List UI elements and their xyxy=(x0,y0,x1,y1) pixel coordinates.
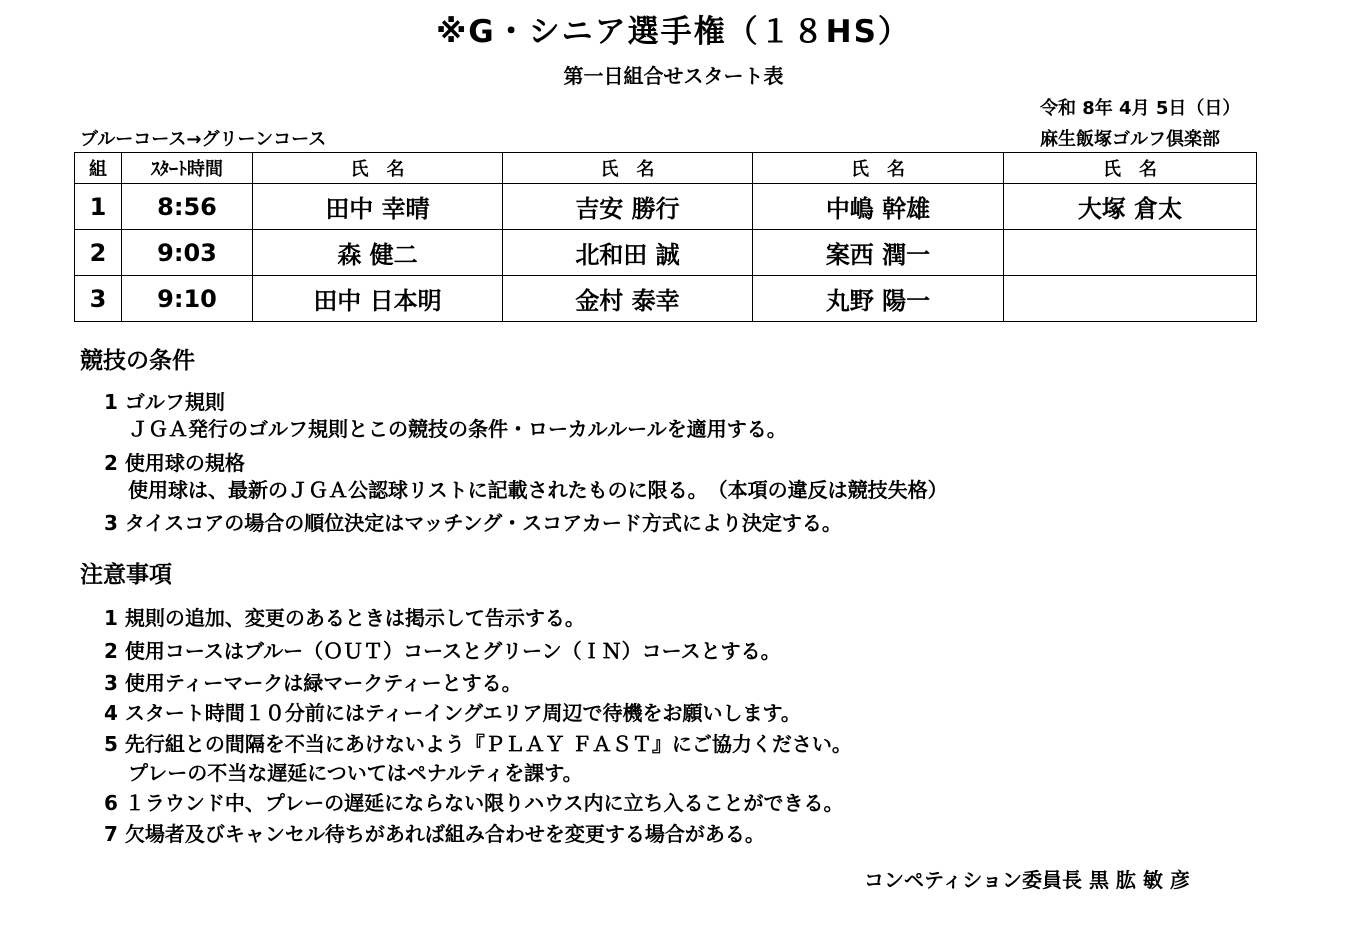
column-header-start-time: ｽﾀｰﾄ時間 xyxy=(122,153,253,184)
page-subtitle: 第一日組合せスタート表 xyxy=(563,64,784,88)
note-line: 3 使用ティーマークは緑マークティーとする。 xyxy=(104,671,522,695)
start-time: 9:10 xyxy=(122,276,253,322)
note-line: 5 先行組との間隔を不当にあけないよう『ＰＬＡＹ ＦＡＳＴ』にご協力ください。 xyxy=(104,732,852,756)
note-line: 4 スタート時間１０分前にはティーイングエリア周辺で待機をお願いします。 xyxy=(104,701,801,725)
player-name: 案西 潤一 xyxy=(753,230,1004,276)
player-name: 大塚 倉太 xyxy=(1004,184,1257,230)
table-row xyxy=(75,184,1257,230)
group-number: 3 xyxy=(75,276,122,322)
start-time: 8:56 xyxy=(122,184,253,230)
page-title: ※G・シニア選手権（１８HS） xyxy=(436,14,911,50)
condition-detail: ＪＧＡ発行のゴルフ規則とこの競技の条件・ローカルルールを適用する。 xyxy=(128,417,787,441)
column-header-group: 組 xyxy=(75,153,122,184)
column-header-name: 氏 名 xyxy=(253,153,503,184)
condition-title: 3 タイスコアの場合の順位決定はマッチング・スコアカード方式により決定する。 xyxy=(104,511,842,535)
committee-chair-signature: コンペティション委員長 黒 肱 敏 彦 xyxy=(864,868,1190,892)
table-row xyxy=(75,276,1257,322)
note-line: 2 使用コースはブルー（ＯＵＴ）コースとグリーン（ＩＮ）コースとする。 xyxy=(104,639,781,663)
player-name: 北和田 誠 xyxy=(503,230,753,276)
start-time: 9:03 xyxy=(122,230,253,276)
group-number: 1 xyxy=(75,184,122,230)
player-name xyxy=(1004,276,1257,322)
condition-detail: 使用球は、最新のＪＧＡ公認球リストに記載されたものに限る。 （本項の違反は競技失格） xyxy=(128,478,948,502)
player-name: 田中 日本明 xyxy=(253,276,503,322)
event-date: 令和 8年 4月 5日（日） xyxy=(1040,98,1241,119)
player-name: 丸野 陽一 xyxy=(753,276,1004,322)
condition-title: 1 ゴルフ規則 xyxy=(104,390,225,414)
conditions-heading: 競技の条件 xyxy=(80,348,195,374)
player-name: 吉安 勝行 xyxy=(503,184,753,230)
course-route: ブルーコース→グリーンコース xyxy=(80,129,327,150)
column-header-name: 氏 名 xyxy=(503,153,753,184)
column-header-name: 氏 名 xyxy=(1004,153,1257,184)
table-row xyxy=(75,230,1257,276)
notes-heading: 注意事項 xyxy=(80,562,172,588)
note-line: 1 規則の追加、変更のあるときは掲示して告示する。 xyxy=(104,606,585,630)
player-name xyxy=(1004,230,1257,276)
condition-title: 2 使用球の規格 xyxy=(104,451,245,475)
player-name: 田中 幸晴 xyxy=(253,184,503,230)
note-line: 6 １ラウンド中、プレーの遅延にならない限りハウス内に立ち入ることができる。 xyxy=(104,791,844,815)
column-header-name: 氏 名 xyxy=(753,153,1004,184)
note-line: 7 欠場者及びキャンセル待ちがあれば組み合わせを変更する場合がある。 xyxy=(104,822,765,846)
start-table xyxy=(74,152,1257,322)
club-name: 麻生飯塚ゴルフ倶楽部 xyxy=(1040,129,1220,150)
player-name: 金村 泰幸 xyxy=(503,276,753,322)
player-name: 森 健二 xyxy=(253,230,503,276)
note-line: プレーの不当な遅延についてはペナルティを課す。 xyxy=(128,761,583,785)
group-number: 2 xyxy=(75,230,122,276)
table-header-row xyxy=(75,153,1257,184)
player-name: 中嶋 幹雄 xyxy=(753,184,1004,230)
